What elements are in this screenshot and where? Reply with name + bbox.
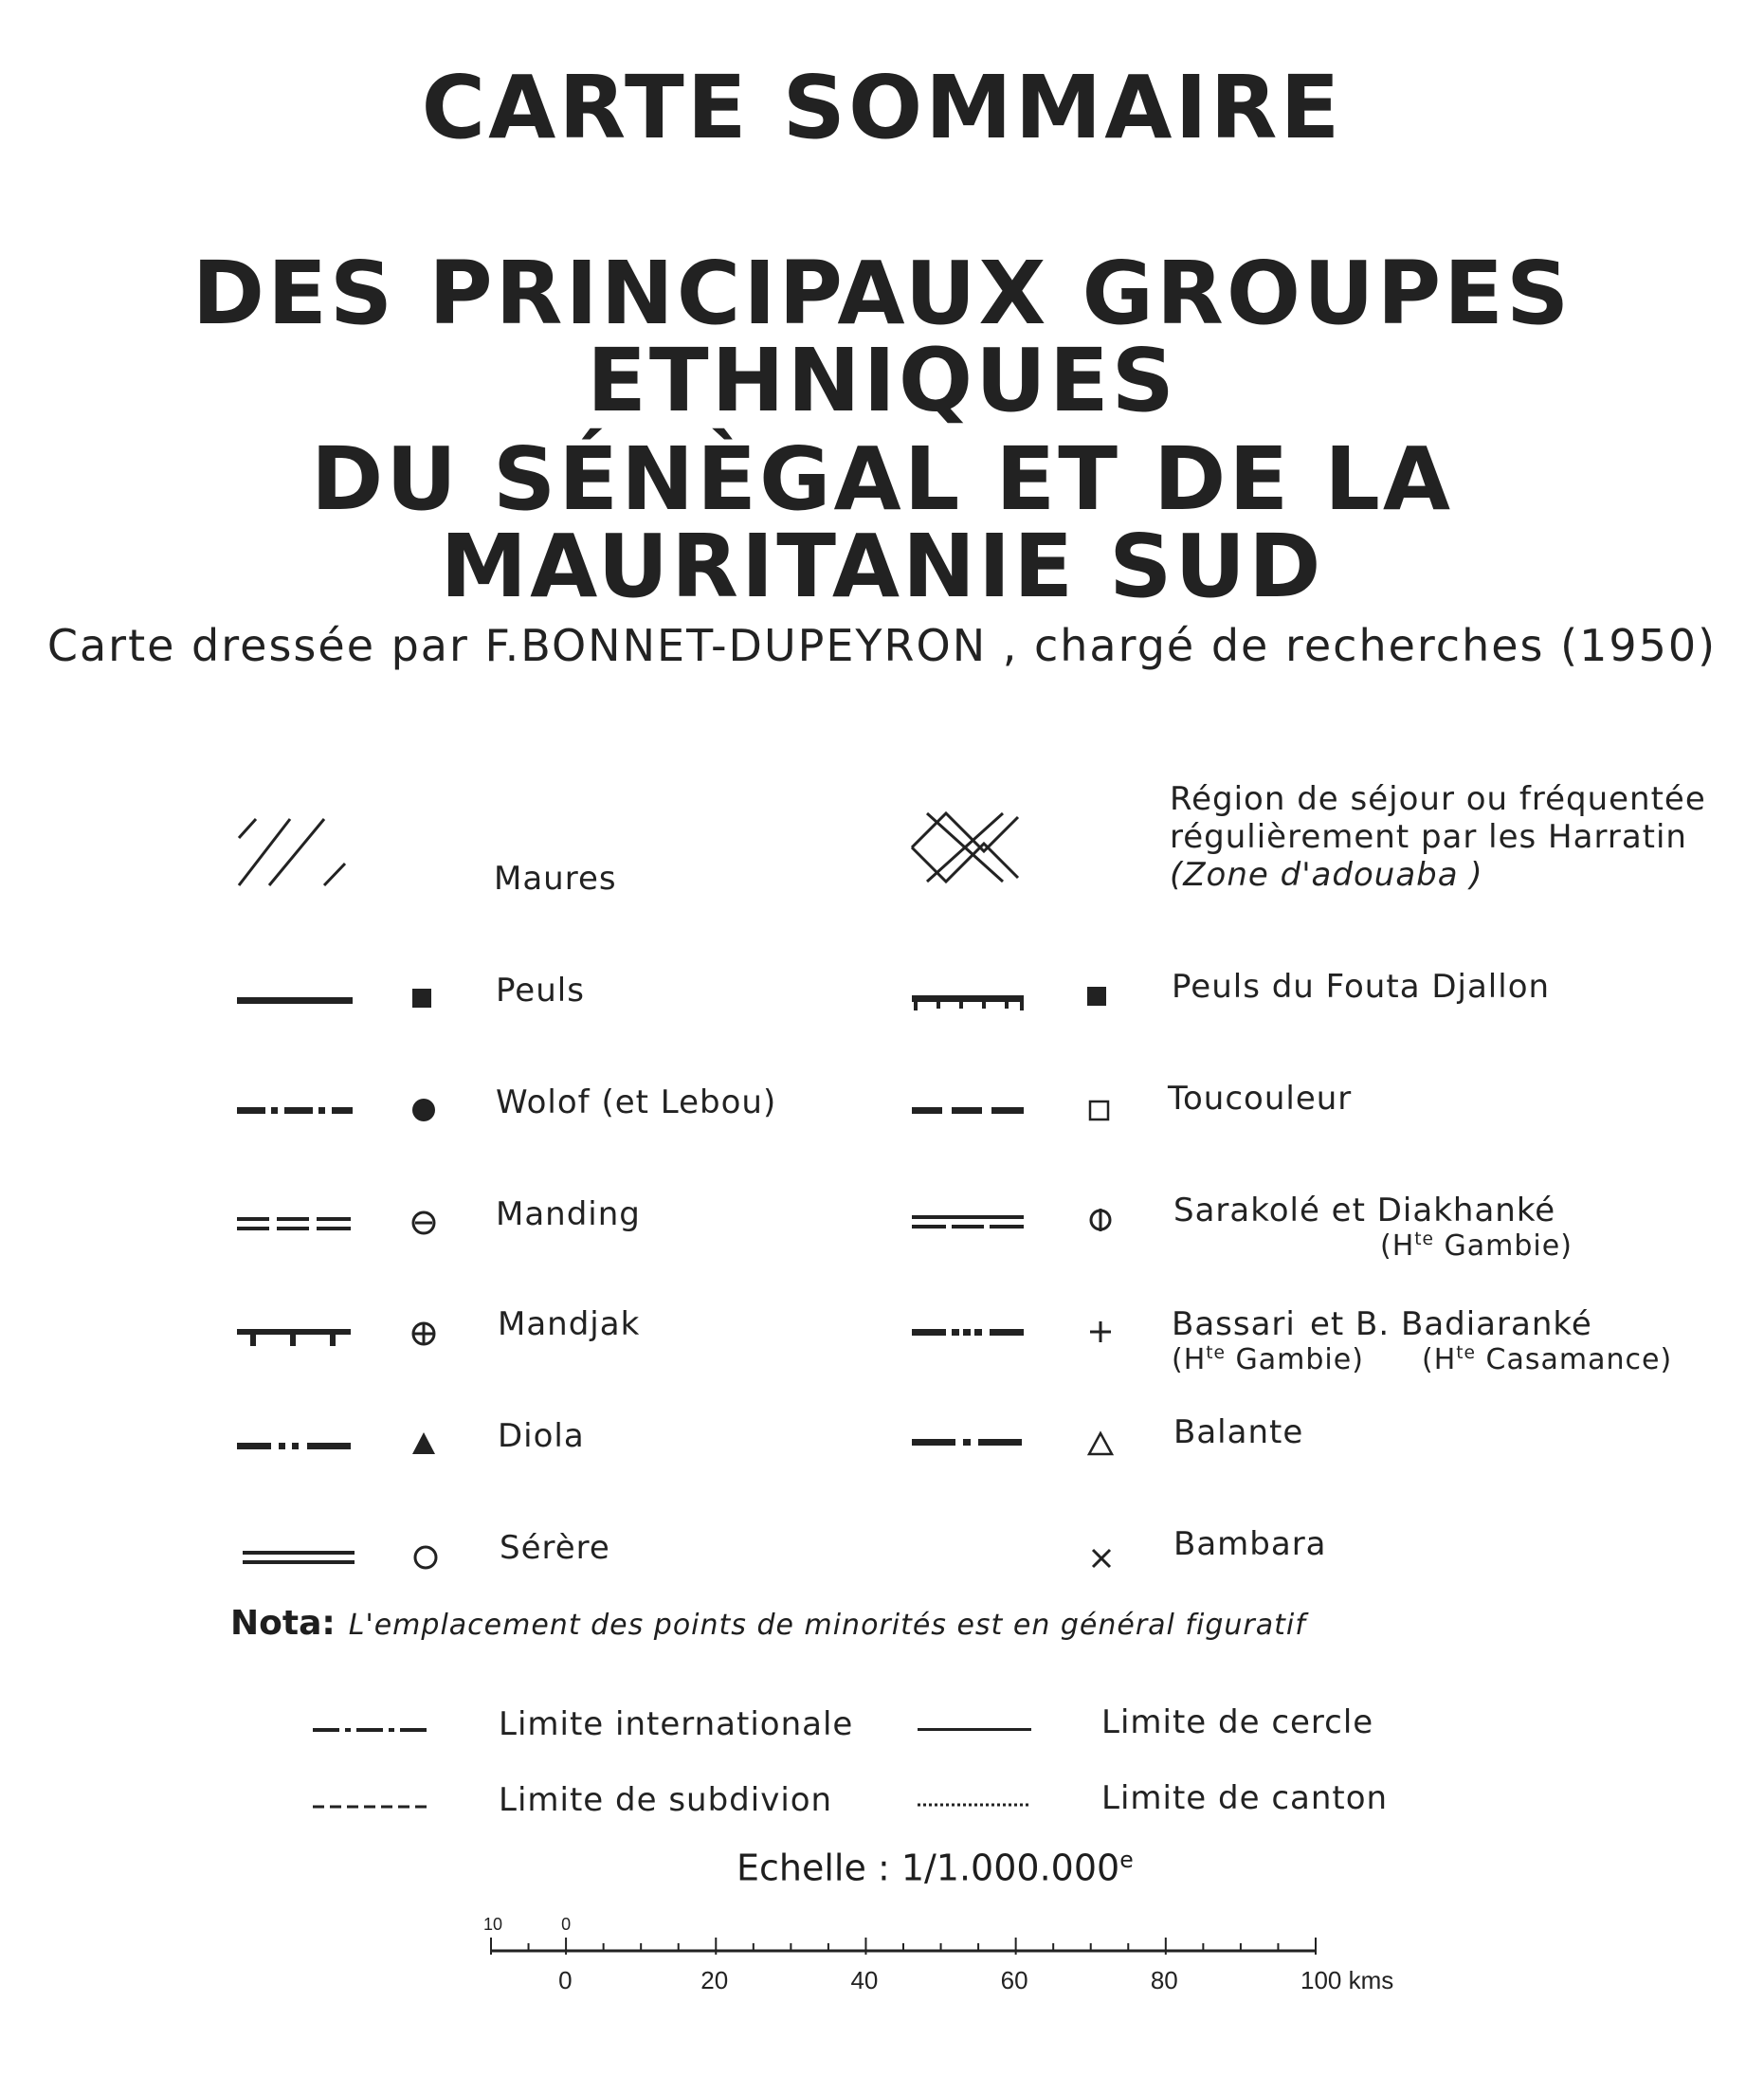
peuls-fouta-line-symbol xyxy=(910,992,1027,1014)
scale-tick-label: 0 xyxy=(558,1966,573,1994)
map-title-line-1: CARTE SOMMAIRE xyxy=(421,57,1343,158)
scale-tick-label: 60 xyxy=(1000,1966,1028,1994)
filled-triangle-icon xyxy=(409,1429,438,1458)
legend-label-diola: Diola xyxy=(498,1417,585,1455)
scale-title: Echelle : 1/1.000.000e xyxy=(737,1847,1134,1889)
scale-tick-label: 80 xyxy=(1150,1966,1178,1994)
legend-label-peuls: Peuls xyxy=(496,972,585,1010)
manding-line-symbol xyxy=(235,1213,355,1236)
nota-text: L'emplacement des points de minorités est en général figuratif xyxy=(348,1609,1306,1642)
legend-label-mandjak: Mandjak xyxy=(498,1305,641,1343)
scale-left-label: 10 xyxy=(483,1915,503,1934)
legend-sublabel-bassari: ($H^{te}$ Gambie) xyxy=(1172,1343,1364,1376)
serere-line-symbol xyxy=(241,1547,360,1570)
limit-label-cercle: Limite de cercle xyxy=(1101,1703,1374,1741)
legend-label-wolof: Wolof (et Lebou) xyxy=(496,1083,777,1121)
legend-label-serere: Sérère xyxy=(500,1529,610,1567)
filled-square-icon xyxy=(409,986,436,1012)
open-square-icon xyxy=(1086,1098,1113,1124)
nota-note xyxy=(230,1604,1306,1643)
circle-plus-icon xyxy=(409,1320,438,1348)
maures-hatch-symbol xyxy=(233,811,356,916)
filled-square-icon xyxy=(1084,984,1111,1010)
limite-internationale-symbol xyxy=(313,1725,430,1737)
balante-line-symbol xyxy=(910,1433,1027,1452)
legend-label-harratin-2: régulièrement par les Harratin xyxy=(1170,818,1687,856)
map-title-line-2: DES PRINCIPAUX GROUPES ETHNIQUES xyxy=(191,243,1573,431)
legend-label-badiaranke: et B. Badiaranké xyxy=(1310,1305,1592,1343)
legend-label-toucouleur: Toucouleur xyxy=(1168,1080,1353,1118)
bassari-line-symbol xyxy=(910,1323,1027,1342)
legend-label-manding: Manding xyxy=(496,1195,641,1233)
x-mark-icon xyxy=(1088,1545,1115,1572)
scale-bar xyxy=(472,1905,1394,2010)
scale-tick-label: 20 xyxy=(700,1966,729,1994)
legend-label-balante: Balante xyxy=(1173,1413,1304,1451)
diola-line-symbol xyxy=(235,1437,355,1456)
mandjak-line-symbol xyxy=(235,1325,355,1350)
limit-label-canton: Limite de canton xyxy=(1101,1779,1389,1817)
open-triangle-icon xyxy=(1086,1429,1115,1458)
circle-bar-icon xyxy=(1086,1206,1115,1234)
harratin-crosshatch-symbol xyxy=(908,808,1026,887)
toucouleur-line-symbol xyxy=(910,1101,1027,1120)
map-title-line-3: DU SÉNÈGAL ET DE LA MAURITANIE SUD xyxy=(310,428,1454,617)
scale-tick-label: 100 kms xyxy=(1300,1966,1394,1994)
open-circle-icon xyxy=(411,1543,440,1572)
sarakole-line-symbol xyxy=(910,1211,1027,1234)
legend-sublabel-sarakole: ($H^{te}$ Gambie) xyxy=(1380,1229,1573,1263)
filled-circle-icon xyxy=(409,1096,438,1124)
nota-label: Nota: xyxy=(230,1604,336,1643)
peuls-line-symbol xyxy=(235,992,355,1010)
legend-label-harratin-1: Région de séjour ou fréquentée xyxy=(1170,780,1706,818)
circle-minus-icon xyxy=(409,1209,438,1237)
legend-label-bambara: Bambara xyxy=(1173,1525,1327,1563)
legend-label-maures: Maures xyxy=(494,860,617,898)
legend-label-bassari: Bassari xyxy=(1172,1305,1296,1343)
limit-label-internationale: Limite internationale xyxy=(499,1705,854,1743)
legend-label-harratin-3: (Zone d'adouaba ) xyxy=(1170,856,1483,894)
limite-cercle-symbol xyxy=(918,1725,1035,1735)
scale-zero-top-label: 0 xyxy=(561,1915,572,1934)
legend-sublabel-badiaranke: ($H^{te}$ Casamance) xyxy=(1422,1343,1673,1376)
scale-tick-label: 40 xyxy=(850,1966,879,1994)
legend-label-sarakole: Sarakolé et Diakhanké xyxy=(1173,1192,1556,1229)
limite-canton-symbol xyxy=(918,1801,1035,1811)
limit-label-subdivision: Limite de subdivion xyxy=(499,1781,833,1819)
limite-subdivision-symbol xyxy=(313,1803,430,1812)
map-subtitle: Carte dressée par F.BONNET-DUPEYRON , chargé de recherches (1950) xyxy=(46,620,1718,671)
wolof-line-symbol xyxy=(235,1101,355,1120)
legend-label-peuls-fouta: Peuls du Fouta Djallon xyxy=(1172,968,1551,1006)
plus-icon xyxy=(1086,1318,1115,1346)
